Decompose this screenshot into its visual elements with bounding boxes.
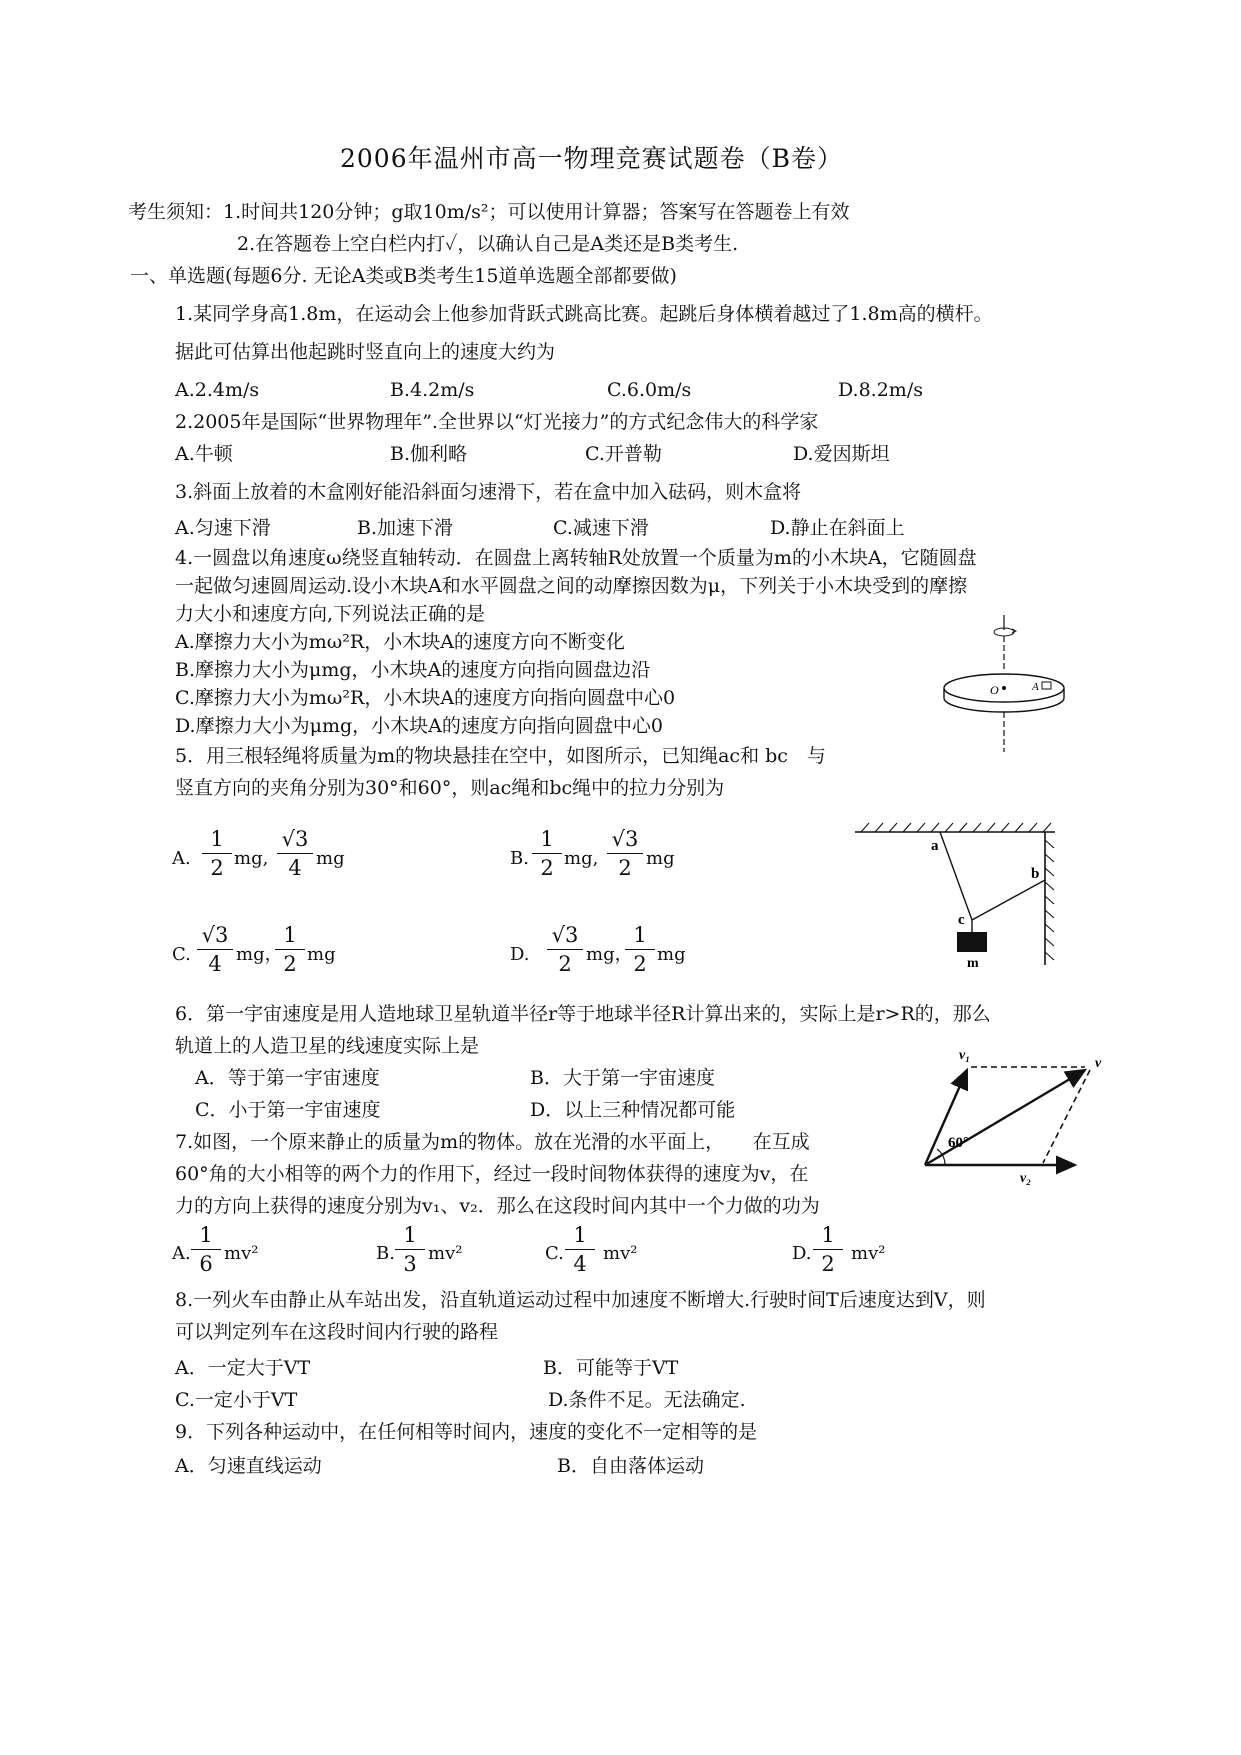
numerator: 1 <box>821 1223 835 1247</box>
q5-option-d-label: D. <box>510 944 530 965</box>
q5-b-mg-1: mg, <box>564 848 599 869</box>
denominator: 2 <box>821 1252 835 1276</box>
vector-v-label: v <box>1095 1056 1102 1071</box>
q7-stem-2: 60°角的大小相等的两个力的作用下，经过一段时间物体获得的速度为v，在 <box>175 1163 809 1185</box>
velocity-parallelogram-figure <box>915 1045 1115 1185</box>
q1-stem-1: 1.某同学身高1.8m，在运动会上他参加背跃式跳高比赛。起跳后身体横着越过了1.8m高的横杆。 <box>175 303 993 325</box>
q5-d-mg-1: mg， <box>586 944 633 965</box>
numerator: √3 <box>611 827 639 851</box>
q5-a-mg-1: mg, <box>234 848 269 869</box>
q5-c-mg-2: mg <box>307 944 336 965</box>
q9-option-b: B．自由落体运动 <box>557 1455 704 1477</box>
q3-option-c: C.减速下滑 <box>553 517 649 539</box>
denominator: 2 <box>618 856 632 880</box>
q3-option-a: A.匀速下滑 <box>175 517 271 539</box>
notice-line-1: 考生须知：1.时间共120分钟；g取10m/s²；可以使用计算器；答案写在答题卷上有效 <box>128 201 850 223</box>
q7-stem-3: 力的方向上获得的速度分别为v₁、v₂．那么在这段时间内其中一个力做的功为 <box>175 1195 820 1217</box>
q5-a-mg-2: mg <box>316 848 345 869</box>
q8-option-b: B．可能等于VT <box>543 1357 679 1379</box>
q8-option-d: D.条件不足。无法确定. <box>548 1389 746 1411</box>
q8-option-c: C.一定小于VT <box>175 1389 298 1411</box>
q5-d-mg-2: mg <box>657 944 686 965</box>
q4-option-a: A.摩擦力大小为mω²R，小木块A的速度方向不断变化 <box>175 631 625 653</box>
q8-stem-2: 可以判定列车在这段时间内行驶的路程 <box>175 1321 499 1343</box>
denominator: 2 <box>283 952 297 976</box>
q7-d-frac <box>811 1222 845 1277</box>
numerator: 1 <box>210 827 224 851</box>
q7-b-mv2: mv² <box>428 1243 463 1264</box>
vector-v2-label: v₂ <box>1020 1171 1032 1185</box>
denominator: 2 <box>210 856 224 880</box>
angle-label: 60° <box>948 1135 969 1151</box>
q5-c-frac-1 <box>195 922 235 977</box>
q4-stem-3: 力大小和速度方向,下列说法正确的是 <box>175 603 486 625</box>
q3-option-b: B.加速下滑 <box>357 517 454 539</box>
q2-option-a: A.牛顿 <box>175 443 233 465</box>
q5-a-frac-1 <box>200 826 234 881</box>
q5-option-b-label: B. <box>510 848 529 869</box>
q5-b-frac-2 <box>605 826 645 881</box>
q4-option-c: C.摩擦力大小为mω²R，小木块A的速度方向指向圆盘中心0 <box>175 687 676 709</box>
q4-option-b: B.摩擦力大小为μmg，小木块A的速度方向指向圆盘边沿 <box>175 659 651 681</box>
q9-stem: 9．下列各种运动中，在任何相等时间内，速度的变化不一定相等的是 <box>175 1421 758 1443</box>
numerator: 1 <box>633 923 647 947</box>
q6-option-a: A．等于第一宇宙速度 <box>195 1067 380 1089</box>
block-a-label: A <box>1032 681 1039 693</box>
q7-option-c-label: C. <box>545 1243 564 1264</box>
block-m-label: m <box>967 956 979 970</box>
q1-stem-2: 据此可估算出他起跳时竖直向上的速度大约为 <box>175 341 556 363</box>
q7-b-frac <box>393 1222 427 1277</box>
vector-v1-label: v₁ <box>959 1048 971 1063</box>
q5-b-frac-1 <box>530 826 564 881</box>
denominator: 2 <box>558 952 572 976</box>
q4-stem-1: 4.一圆盘以角速度ω绕竖直轴转动．在圆盘上离转轴R处放置一个质量为m的小木块A，它随圆盘 <box>175 547 977 569</box>
rope-point-c: c <box>958 912 965 928</box>
denominator: 4 <box>288 856 302 880</box>
q5-c-frac-2 <box>273 922 307 977</box>
denominator: 3 <box>403 1252 417 1276</box>
q5-d-frac-1 <box>545 922 585 977</box>
q7-c-mv2: mv² <box>603 1243 638 1264</box>
q5-stem-1: 5．用三根轻绳将质量为m的物块悬挂在空中，如图所示，已知绳ac和 bc 与 <box>175 745 826 767</box>
q7-a-frac <box>189 1222 223 1277</box>
q5-option-a-label: A. <box>172 848 191 869</box>
q6-option-b: B．大于第一宇宙速度 <box>530 1067 715 1089</box>
numerator: 1 <box>283 923 297 947</box>
q1-option-d: D.8.2m/s <box>838 379 923 401</box>
q6-option-d: D．以上三种情况都可能 <box>530 1099 736 1121</box>
denominator: 4 <box>208 952 222 976</box>
numerator: √3 <box>281 827 309 851</box>
numerator: 1 <box>199 1223 213 1247</box>
three-rope-figure <box>855 820 1065 970</box>
q5-a-frac-2 <box>275 826 315 881</box>
denominator: 6 <box>199 1252 213 1276</box>
denominator: 4 <box>573 1252 587 1276</box>
q2-stem: 2.2005年是国际“世界物理年”.全世界以“灯光接力”的方式纪念伟大的科学家 <box>175 411 819 433</box>
q5-option-c-label: C. <box>172 944 191 965</box>
numerator: 1 <box>540 827 554 851</box>
q6-stem-2: 轨道上的人造卫星的线速度实际上是 <box>175 1035 480 1057</box>
q6-option-c: C．小于第一宇宙速度 <box>195 1099 381 1121</box>
q4-stem-2: 一起做匀速圆周运动.设小木块A和水平圆盘之间的动摩擦因数为μ，下列关于小木块受到的摩擦 <box>175 575 968 597</box>
q7-option-d-label: D. <box>792 1243 812 1264</box>
q7-stem-1: 7.如图，一个原来静止的质量为m的物体。放在光滑的水平面上， 在互成 <box>175 1131 810 1153</box>
q2-option-c: C.开普勒 <box>585 443 662 465</box>
q1-option-b: B.4.2m/s <box>390 379 475 401</box>
disk-center-label: O <box>990 683 999 697</box>
q5-stem-2: 竖直方向的夹角分别为30°和60°，则ac绳和bc绳中的拉力分别为 <box>175 777 725 799</box>
q7-a-mv2: mv² <box>224 1243 259 1264</box>
rope-point-b: b <box>1031 866 1040 882</box>
q1-option-c: C.6.0m/s <box>607 379 692 401</box>
q6-stem-1: 6．第一宇宙速度是用人造地球卫星轨道半径r等于地球半径R计算出来的，实际上是r>R的，那么 <box>175 1003 991 1025</box>
denominator: 2 <box>540 856 554 880</box>
q5-c-mg-1: mg， <box>236 944 283 965</box>
numerator: √3 <box>551 923 579 947</box>
q3-option-d: D.静止在斜面上 <box>770 517 905 539</box>
page-title: 2006年温州市高一物理竞赛试题卷（B卷） <box>340 144 843 173</box>
q9-option-a: A．匀速直线运动 <box>175 1455 322 1477</box>
notice-line-2: 2.在答题卷上空白栏内打✓，以确认自己是A类还是B类考生. <box>237 233 739 255</box>
q5-b-mg-2: mg <box>646 848 675 869</box>
q2-option-b: B.伽利略 <box>390 443 468 465</box>
denominator: 2 <box>633 952 647 976</box>
numerator: 1 <box>403 1223 417 1247</box>
q8-option-a: A．一定大于VT <box>175 1357 311 1379</box>
q5-d-frac-2 <box>623 922 657 977</box>
q7-c-frac <box>563 1222 597 1277</box>
q8-stem-1: 8.一列火车由静止从车站出发，沿直轨道运动过程中加速度不断增大.行驶时间T后速度达到V，则 <box>175 1289 986 1311</box>
q2-option-d: D.爱因斯坦 <box>793 443 890 465</box>
q1-option-a: A.2.4m/s <box>175 379 260 401</box>
numerator: 1 <box>573 1223 587 1247</box>
section-heading: 一、单选题(每题6分. 无论A类或B类考生15道单选题全部都要做) <box>130 265 677 287</box>
rotating-disk-figure <box>940 610 1080 760</box>
q7-option-a-label: A. <box>172 1243 191 1264</box>
q4-option-d: D.摩擦力大小为μmg，小木块A的速度方向指向圆盘中心0 <box>175 715 663 737</box>
rope-point-a: a <box>931 838 939 854</box>
q3-stem: 3.斜面上放着的木盒刚好能沿斜面匀速滑下，若在盒中加入砝码，则木盒将 <box>175 481 802 503</box>
numerator: √3 <box>201 923 229 947</box>
q7-d-mv2: mv² <box>851 1243 886 1264</box>
q7-option-b-label: B. <box>376 1243 395 1264</box>
